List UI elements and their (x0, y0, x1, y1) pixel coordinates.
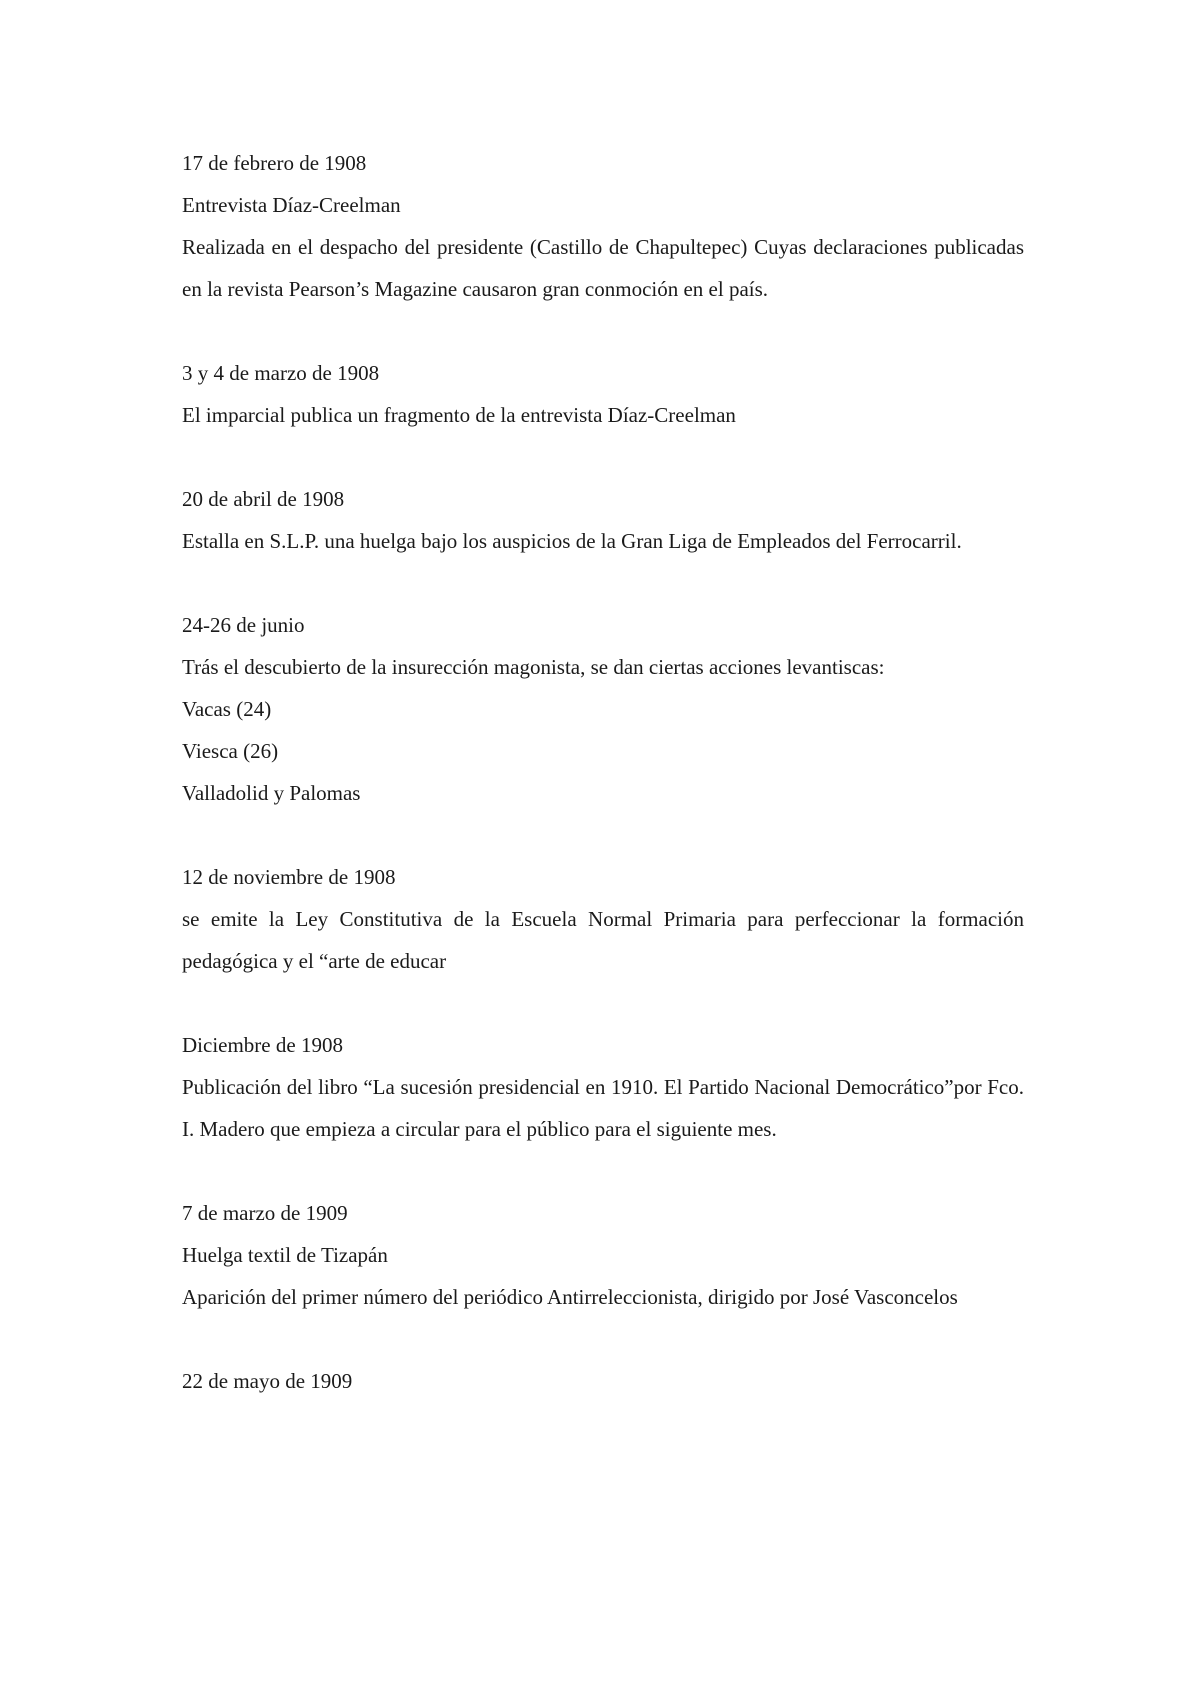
chronology-entry (182, 604, 1024, 814)
entry-date: 7 de marzo de 1909 (182, 1201, 348, 1225)
chronology-entry (182, 142, 1024, 310)
entry-text: se emite la Ley Constitutiva de la Escuela Normal Primaria para perfeccionar la formación pedagógica y el “arte de educar (182, 907, 1024, 973)
entry-text: Trás el descubierto de la insurección magonista, se dan ciertas acciones levantiscas: (182, 655, 885, 679)
chronology-entry (182, 1360, 1024, 1402)
entry-date: 3 y 4 de marzo de 1908 (182, 361, 380, 385)
chronology-entry (182, 478, 1024, 562)
entry-text: Realizada en el despacho del presidente (Castillo de Chapultepec) Cuyas declaraciones publicadas en la revista Pearson’s Magazine causaron gran conmoción en el país. (182, 235, 1024, 301)
entry-text: Viesca (26) (182, 739, 279, 763)
chronology-text (182, 142, 1024, 1444)
entry-date: 24-26 de junio (182, 613, 305, 637)
entry-text: Estalla en S.L.P. una huelga bajo los auspicios de la Gran Liga de Empleados del Ferrocarril. (182, 529, 962, 553)
entry-date: 22 de mayo de 1909 (182, 1369, 353, 1393)
chronology-entry (182, 856, 1024, 982)
entry-text: Entrevista Díaz-Creelman (182, 193, 401, 217)
entry-text: El imparcial publica un fragmento de la entrevista Díaz-Creelman (182, 403, 736, 427)
entry-date: Diciembre de 1908 (182, 1033, 343, 1057)
chronology-entry (182, 352, 1024, 436)
chronology-entry (182, 1192, 1024, 1318)
entry-date: 17 de febrero de 1908 (182, 151, 367, 175)
chronology-entry (182, 1024, 1024, 1150)
entry-date: 12 de noviembre de 1908 (182, 865, 396, 889)
entry-date: 20 de abril de 1908 (182, 487, 345, 511)
entry-text: Valladolid y Palomas (182, 781, 361, 805)
entry-text: Publicación del libro “La sucesión presidencial en 1910. El Partido Nacional Democrático”por Fco. I. Madero que empieza a circular para el público para el siguiente mes. (182, 1075, 1024, 1141)
entry-text: Vacas (24) (182, 697, 272, 721)
entry-text: Huelga textil de Tizapán (182, 1243, 388, 1267)
entry-text: Aparición del primer número del periódico Antirreleccionista, dirigido por José Vasconcelos (182, 1285, 958, 1309)
